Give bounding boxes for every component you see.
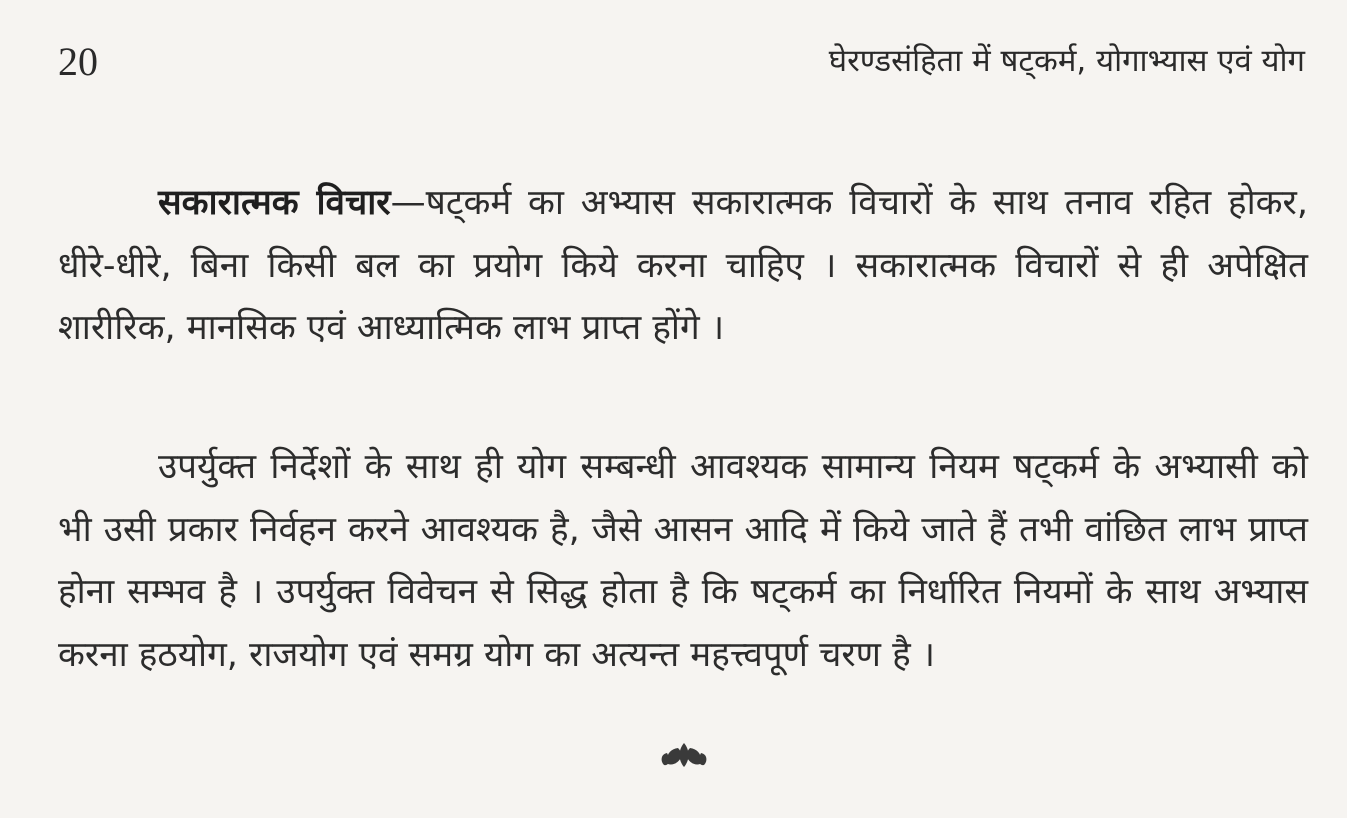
page-number: 20 (58, 39, 98, 84)
paragraph-text: षट्कर्म का अभ्यास सकारात्मक विचारों के साथ तनाव रहित होकर, धीरे-धीरे, बिना किसी बल का प्रयोग किये करना चाहिए । सकारात्मक विचारों से ही अपेक्षित शारीरिक, मानसिक एवं आध्यात्मिक लाभ प्राप्त होंगे । (58, 183, 1308, 348)
paragraph-positive-thinking (58, 172, 1308, 360)
paragraph-general-rules (58, 436, 1308, 686)
running-title: घेरण्डसंहिता में षट्कर्म, योगाभ्यास एवं योग (828, 43, 1305, 79)
em-dash: — (390, 183, 426, 223)
lotus-ornament-icon (658, 740, 710, 770)
paragraph-term: सकारात्मक विचार (158, 183, 391, 223)
paragraph-text: उपर्युक्त निर्देशों के साथ ही योग सम्बन्धी आवश्यक सामान्य नियम षट्कर्म के अभ्यासी को भी उसी प्रकार निर्वहन करने आवश्यक है, जैसे आसन आदि में किये जाते हैं तभी वांछित लाभ प्राप्त होना सम्भव है । उपर्युक्त विवेचन से सिद्ध होता है कि षट्कर्म का निर्धारित नियमों के साथ अभ्यास करना हठयोग, राजयोग एवं समग्र योग का अत्यन्त महत्त्वपूर्ण चरण है । (58, 447, 1308, 675)
